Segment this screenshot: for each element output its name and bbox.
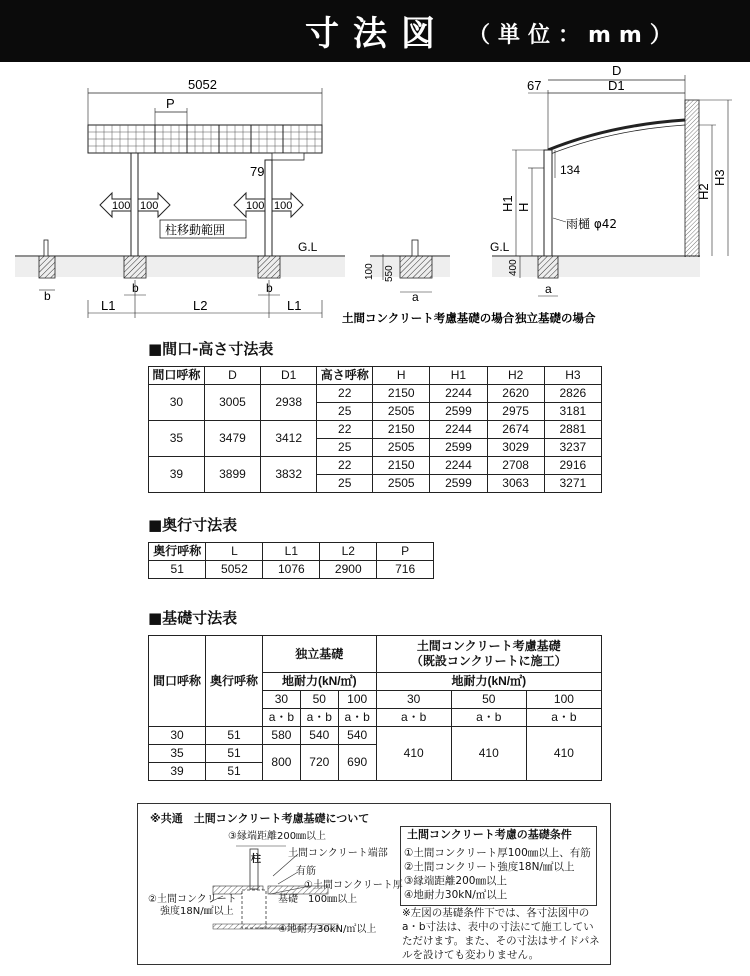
- condition-item: ②土間コンクリート強度18N/㎟以上: [404, 861, 575, 873]
- cell-concrete: 410: [526, 727, 601, 781]
- cell: 2244: [430, 385, 487, 403]
- side-view: [490, 63, 732, 296]
- concrete-title-line1: 土間コンクリート考慮基礎: [416, 639, 561, 653]
- cell: 2916: [544, 457, 601, 475]
- cell: 2826: [544, 385, 601, 403]
- pillar-right: [265, 160, 272, 256]
- cell-width: 35: [149, 421, 205, 457]
- side-ground-label: G.L: [490, 240, 510, 254]
- d1-label: D1: [608, 78, 625, 93]
- col-header: L2: [320, 543, 377, 561]
- foundation-table: [148, 635, 602, 781]
- detail-post: [412, 240, 418, 256]
- note-thickness-label-2: 基礎 100㎜以上: [278, 894, 358, 905]
- col-header: 奥行呼称: [149, 543, 206, 561]
- height-table-title: ■間口-高さ寸法表: [148, 340, 274, 358]
- h1-label: H1: [500, 195, 515, 212]
- cell: 2244: [430, 457, 487, 475]
- cell: 580: [263, 727, 301, 745]
- cell: 2505: [373, 475, 430, 493]
- page-title: 寸法図: [305, 14, 449, 54]
- base-left: [124, 256, 146, 278]
- unit-label: （単位：mm）: [468, 23, 680, 48]
- load-header: 100: [526, 691, 601, 709]
- detail-concrete-base: [400, 256, 432, 278]
- cell: 51: [149, 561, 206, 579]
- table-row: [149, 561, 434, 579]
- cell-depth: 51: [206, 763, 263, 781]
- width-label: 5052: [188, 77, 217, 92]
- cell-d: 3005: [204, 385, 260, 421]
- table-row: [149, 421, 602, 439]
- move-left-b-label: 100: [140, 200, 159, 212]
- conditions-box: [400, 826, 597, 906]
- col-header: H2: [487, 367, 544, 385]
- ab-header: a・b: [263, 709, 301, 727]
- cell: 25: [317, 475, 373, 493]
- cell: 716: [377, 561, 434, 579]
- note-slab-edge-label: 土間コンクリート端部: [288, 848, 388, 859]
- foundation-table-title: ■基礎寸法表: [148, 609, 238, 627]
- dimension-drawing: [0, 62, 750, 330]
- table-row: [149, 727, 602, 745]
- col-header: L1: [263, 543, 320, 561]
- depth-table-title: ■奥行寸法表: [148, 516, 238, 534]
- cell-d1: 2938: [261, 385, 317, 421]
- detail-550-label: 550: [384, 265, 395, 282]
- ab-header: a・b: [451, 709, 526, 727]
- cell-width: 30: [149, 385, 205, 421]
- h2-label: H2: [696, 183, 711, 200]
- load-header: 100: [338, 691, 376, 709]
- bearing-header: 地耐力(kN/㎡): [376, 673, 601, 691]
- cell: 5052: [206, 561, 263, 579]
- condition-item: ④地耐力30kN/㎡以上: [404, 889, 508, 901]
- concrete-title-line2: （既設コンクリートに施工）: [410, 654, 567, 668]
- bearing-header: 地耐力(kN/㎡): [263, 673, 377, 691]
- caption-concrete: 土間コンクリート考慮基礎の場合: [342, 311, 515, 325]
- cell: 22: [317, 421, 373, 439]
- note-remark: ※左図の基礎条件下では、各寸法図中のa・b寸法は、表中の寸法にて施工していただけます。また、その寸法はサイドパネルを設けても変わりません。: [402, 907, 600, 961]
- note-title: ※共通 土間コンクリート考慮基礎について: [150, 812, 370, 825]
- col-header: P: [377, 543, 434, 561]
- conditions-title: 土間コンクリート考慮の基礎条件: [407, 828, 572, 841]
- d-label: D: [612, 63, 622, 78]
- l1-right-label: L1: [287, 298, 302, 313]
- base-detail: [364, 240, 450, 304]
- cell-width: 30: [149, 727, 206, 745]
- ab-header: a・b: [526, 709, 601, 727]
- base-depth-label: 400: [508, 259, 519, 276]
- cell: 540: [338, 727, 376, 745]
- cell: 3237: [544, 439, 601, 457]
- detail-b-label: b: [44, 289, 51, 303]
- side-base: [538, 256, 558, 278]
- ground-label: G.L: [298, 240, 318, 254]
- load-header: 50: [451, 691, 526, 709]
- cell-depth: 51: [206, 745, 263, 763]
- table-row: [149, 385, 602, 403]
- note-bearing-label: ④地耐力30kN/㎡以上: [278, 924, 377, 935]
- side-a-label: a: [545, 282, 552, 296]
- cell: 540: [300, 727, 338, 745]
- col-header-width: 間口呼称: [149, 636, 206, 727]
- move-right-a-label: 100: [246, 200, 265, 212]
- col-header: H1: [430, 367, 487, 385]
- height-table: [148, 366, 602, 493]
- depth-table-header: [149, 543, 434, 561]
- move-right-b-label: 100: [274, 200, 293, 212]
- load-header: 50: [300, 691, 338, 709]
- col-header-concrete: [376, 636, 601, 673]
- col-header: D: [204, 367, 260, 385]
- cell: 2150: [373, 385, 430, 403]
- cell: 2599: [430, 403, 487, 421]
- table-row: [149, 457, 602, 475]
- house-wall: [685, 100, 699, 258]
- cell: 2620: [487, 385, 544, 403]
- cell-merged: 800: [263, 745, 301, 781]
- note-pillar-label: 柱: [251, 854, 261, 865]
- note-strength-label-1: ②土間コンクリート: [148, 894, 237, 905]
- gutter-label: 雨樋 φ42: [566, 217, 618, 231]
- title-banner: [0, 0, 750, 62]
- cell: 22: [317, 385, 373, 403]
- l1-left-label: L1: [101, 298, 116, 313]
- side-roof: [548, 120, 685, 150]
- note-edge-label: ③縁端距離200㎜以上: [228, 831, 327, 842]
- col-header-independent: 独立基礎: [263, 636, 377, 673]
- foundation-header-row-1: [149, 636, 602, 673]
- cell: 25: [317, 439, 373, 457]
- pillar-left: [131, 153, 138, 256]
- cell: 2975: [487, 403, 544, 421]
- note-footing: [242, 890, 266, 928]
- cell: 2244: [430, 421, 487, 439]
- condition-item: ③縁端距離200㎜以上: [404, 875, 507, 887]
- detail-base-left: [39, 256, 55, 278]
- cell-d1: 3412: [261, 421, 317, 457]
- detail-100-label: 100: [364, 263, 375, 280]
- cell: 3181: [544, 403, 601, 421]
- cell: 2150: [373, 457, 430, 475]
- cell: 2900: [320, 561, 377, 579]
- foundation-note-box: [137, 803, 611, 965]
- cell-d: 3479: [204, 421, 260, 457]
- move-left-a-label: 100: [112, 200, 131, 212]
- base-right-b-label: b: [266, 281, 273, 295]
- detail-a-label: a: [412, 290, 419, 304]
- gutter-leader: [553, 218, 566, 222]
- cell: 1076: [263, 561, 320, 579]
- side-ground-fill: [492, 257, 700, 277]
- cell: 2708: [487, 457, 544, 475]
- condition-item: ①土間コンクリート厚100㎜以上、有筋: [404, 847, 591, 859]
- cell: 2674: [487, 421, 544, 439]
- cell-width: 35: [149, 745, 206, 763]
- pitch-label: P: [166, 96, 175, 111]
- gutter-offset-label: 79: [250, 164, 265, 179]
- cell: 2505: [373, 403, 430, 421]
- detail-pillar-left: [44, 240, 48, 256]
- l2-label: L2: [193, 298, 208, 313]
- side-pillar: [544, 150, 552, 256]
- cell-width: 39: [149, 763, 206, 781]
- col-header: H3: [544, 367, 601, 385]
- cell-concrete: 410: [451, 727, 526, 781]
- cell: 3271: [544, 475, 601, 493]
- ab-header: a・b: [300, 709, 338, 727]
- col-header: H: [373, 367, 430, 385]
- col-header: 高さ呼称: [317, 367, 373, 385]
- caption-independent: 独立基礎の場合: [515, 311, 596, 325]
- ab-header: a・b: [338, 709, 376, 727]
- col-header-depth: 奥行呼称: [206, 636, 263, 727]
- move-range-label: 柱移動範囲: [165, 223, 226, 237]
- cell: 3063: [487, 475, 544, 493]
- depth-table: [148, 542, 434, 579]
- h-label: H: [516, 202, 531, 212]
- col-header: D1: [261, 367, 317, 385]
- base-right: [258, 256, 280, 278]
- height-table-header: [149, 367, 602, 385]
- cell-d1: 3832: [261, 457, 317, 493]
- front-view: [15, 77, 345, 318]
- gutter: [272, 153, 304, 160]
- note-strength-label-2: 強度18N/㎟以上: [160, 906, 234, 917]
- note-rebar-label: 有筋: [296, 866, 316, 877]
- cell-depth: 51: [206, 727, 263, 745]
- cell: 2505: [373, 439, 430, 457]
- cell-width: 39: [149, 457, 205, 493]
- base-left-b-label: b: [132, 281, 139, 295]
- cell-concrete: 410: [376, 727, 451, 781]
- cell: 2881: [544, 421, 601, 439]
- load-header: 30: [263, 691, 301, 709]
- col-header: L: [206, 543, 263, 561]
- offset-label: 67: [527, 78, 542, 93]
- cell: 3029: [487, 439, 544, 457]
- gutter-height-label: 134: [560, 163, 581, 177]
- ab-header: a・b: [376, 709, 451, 727]
- cell: 2150: [373, 421, 430, 439]
- cell: 25: [317, 403, 373, 421]
- cell: 22: [317, 457, 373, 475]
- cell: 2599: [430, 439, 487, 457]
- cell-merged: 720: [300, 745, 338, 781]
- cell-d: 3899: [204, 457, 260, 493]
- ground-fill: [15, 257, 345, 277]
- cell: 2599: [430, 475, 487, 493]
- cell-merged: 690: [338, 745, 376, 781]
- col-header: 間口呼称: [149, 367, 205, 385]
- note-thickness-label-1: ①土間コンクリート厚: [304, 880, 403, 891]
- h3-label: H3: [712, 169, 727, 186]
- load-header: 30: [376, 691, 451, 709]
